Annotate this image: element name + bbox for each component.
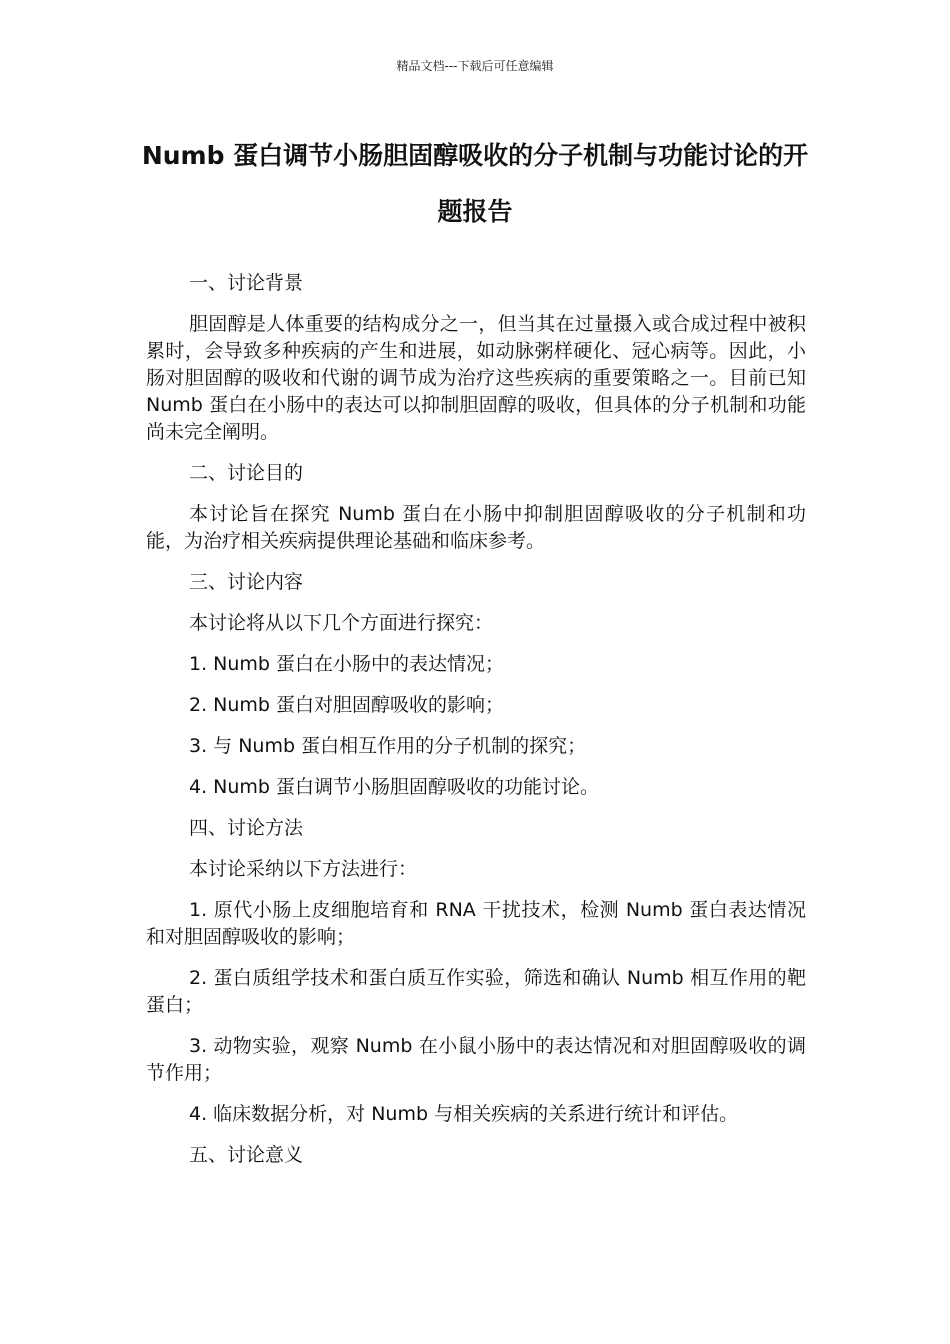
content-item-4: 4. Numb 蛋白调节小肠胆固醇吸收的功能讨论。 bbox=[189, 776, 600, 798]
content-item-3: 3. 与 Numb 蛋白相互作用的分子机制的探究； bbox=[189, 735, 587, 757]
document-body bbox=[146, 270, 806, 1183]
section-heading-background: 一、讨论背景 bbox=[189, 272, 304, 294]
content-item-2: 2. Numb 蛋白对胆固醇吸收的影响； bbox=[189, 694, 505, 716]
header-note: 精品文档---下载后可任意编辑 bbox=[396, 59, 554, 73]
method-item-3: 3. 动物实验，观察 Numb 在小鼠小肠中的表达情况和对胆固醇吸收的调节作用； bbox=[146, 1035, 806, 1084]
section-heading-significance: 五、讨论意义 bbox=[189, 1144, 304, 1166]
methods-intro: 本讨论采纳以下方法进行： bbox=[189, 858, 418, 880]
document-title: Numb 蛋白调节小肠胆固醇吸收的分子机制与功能讨论的开题报告 bbox=[141, 141, 809, 226]
section-heading-content: 三、讨论内容 bbox=[189, 571, 304, 593]
method-item-1: 1. 原代小肠上皮细胞培育和 RNA 干扰技术，检测 Numb 蛋白表达情况和对胆固醇吸收的影响； bbox=[146, 899, 806, 948]
section-heading-methods: 四、讨论方法 bbox=[189, 817, 304, 839]
section-heading-purpose: 二、讨论目的 bbox=[189, 462, 304, 484]
content-item-1: 1. Numb 蛋白在小肠中的表达情况； bbox=[189, 653, 505, 675]
method-item-4: 4. 临床数据分析，对 Numb 与相关疾病的关系进行统计和评估。 bbox=[189, 1103, 739, 1125]
content-intro: 本讨论将从以下几个方面进行探究： bbox=[189, 612, 494, 634]
method-item-2: 2. 蛋白质组学技术和蛋白质互作实验，筛选和确认 Numb 相互作用的靶蛋白； bbox=[146, 967, 806, 1016]
background-paragraph: 胆固醇是人体重要的结构成分之一，但当其在过量摄入或合成过程中被积累时，会导致多种疾病的产生和进展，如动脉粥样硬化、冠心病等。因此，小肠对胆固醇的吸收和代谢的调节成为治疗这些疾病的重要策略之一。目前已知 Numb 蛋白在小肠中的表达可以抑制胆固醇的吸收，但具体的分子机制和功能尚未完全阐明。 bbox=[146, 313, 806, 443]
purpose-paragraph: 本讨论旨在探究 Numb 蛋白在小肠中抑制胆固醇吸收的分子机制和功能，为治疗相关疾病提供理论基础和临床参考。 bbox=[146, 503, 806, 552]
